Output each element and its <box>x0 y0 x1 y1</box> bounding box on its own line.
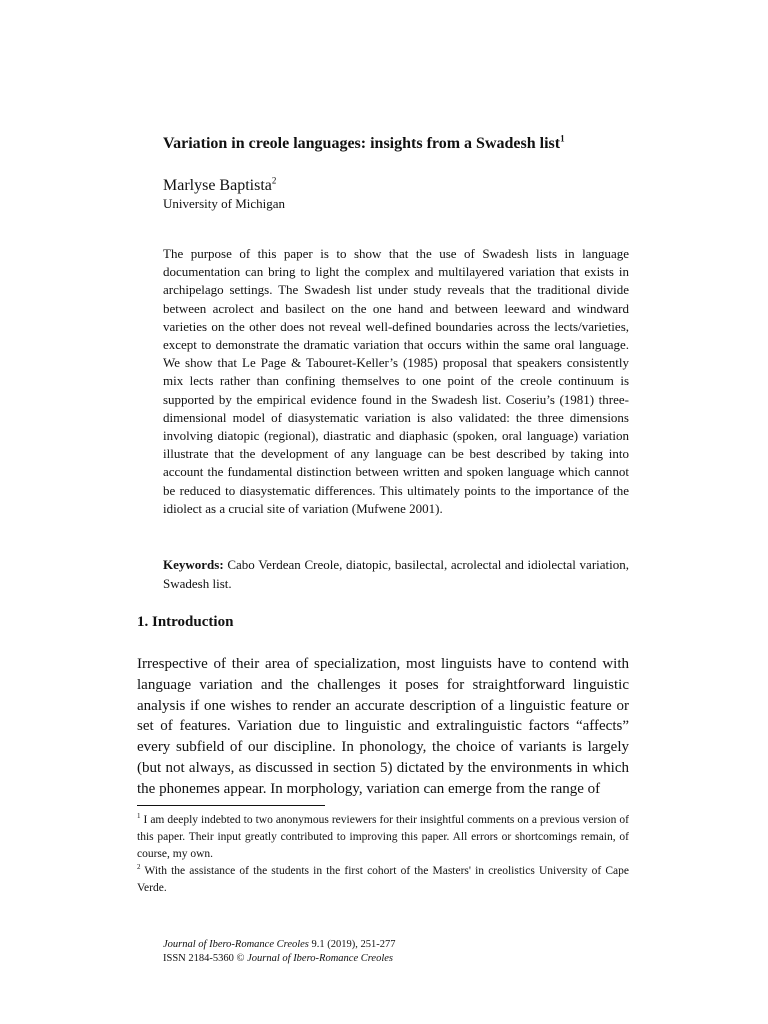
paper-title <box>163 134 643 154</box>
footnote-1 <box>137 812 629 863</box>
keywords <box>163 555 629 593</box>
journal-footer <box>163 938 396 965</box>
footnote-1-text: I am deeply indebted to two anonymous reviewers for their insightful comments on a previous version of this paper. Their input greatly contributed to improving this paper. All errors or shortcomings remain, of course, my own. <box>137 814 629 860</box>
footnote-1-number: 1 <box>137 812 141 821</box>
journal-name: Journal of Ibero-Romance Creoles <box>163 939 309 950</box>
issn-journal-name: Journal of Ibero-Romance Creoles <box>247 952 394 964</box>
footnotes <box>137 812 629 897</box>
author-footnote-ref[interactable]: 2 <box>271 175 277 186</box>
footnote-2-number: 2 <box>137 863 141 872</box>
abstract: The purpose of this paper is to show that the use of Swadesh lists in language documentation can bring to light the complex and multilayered variation that exists in archipelago settings. The Swadesh list under study reveals that the traditional divide between acrolect and basilect on the one hand and between leeward and windward varieties on the other does not reveal well-defined boundaries across the lects/varieties, except to demonstrate the dramatic variation that occurs within the same oral language. We show that Le Page & Tabouret-Keller’s (1985) proposal that speakers consistently mix lects rather than confining themselves to one point of the creole continuum is supported by the empirical evidence found in the Swadesh list. Coseriu’s (1981) three-dimensional model of diasystematic variation is also validated: the three dimensions involving diatopic (regional), diastratic and diaphasic (spoken, oral language) variation illustrate that the development of any language can be best described by taking into account the fundamental distinction between written and spoken language which cannot be reduced to diasystematic differences. This ultimately points to the importance of the idiolect as a crucial site of variation (Mufwene 2001). <box>163 246 629 516</box>
keywords-label: Keywords: <box>163 557 224 572</box>
author-affiliation: University of Michigan <box>163 196 286 211</box>
title-text: Variation in creole languages: insights from a Swadesh list <box>163 135 561 152</box>
footnote-2-text: With the assistance of the students in the first cohort of the Masters' in creolistics University of Cape Verde. <box>137 865 629 894</box>
keywords-text: Cabo Verdean Creole, diatopic, basilectal, acrolectal and idiolectal variation, Swadesh list. <box>163 557 629 591</box>
footnote-2 <box>137 863 629 897</box>
title-footnote-ref[interactable]: 1 <box>560 133 565 144</box>
author-name <box>163 176 276 196</box>
issn-text: ISSN 2184-5360 © <box>163 952 248 964</box>
section-heading-introduction: 1. Introduction <box>137 614 234 630</box>
citation-details: 9.1 (2019), 251-277 <box>308 939 396 950</box>
journal-citation <box>163 938 396 952</box>
author-text: Marlyse Baptista <box>163 177 272 194</box>
footnote-divider <box>137 805 325 806</box>
journal-issn <box>163 952 396 966</box>
intro-paragraph: Irrespective of their area of specialization, most linguists have to contend with language variation and the challenges it poses for straightforward linguistic analysis if one wishes to render an accurate description of a linguistic feature or set of features. Variation due to linguistic and extralinguistic factors “affects” every subfield of our discipline. In phonology, the choice of variants is largely (but not always, as discussed in section 5) dictated by the environments in which the phonemes appear. In morphology, variation can emerge from the range of <box>137 656 629 797</box>
